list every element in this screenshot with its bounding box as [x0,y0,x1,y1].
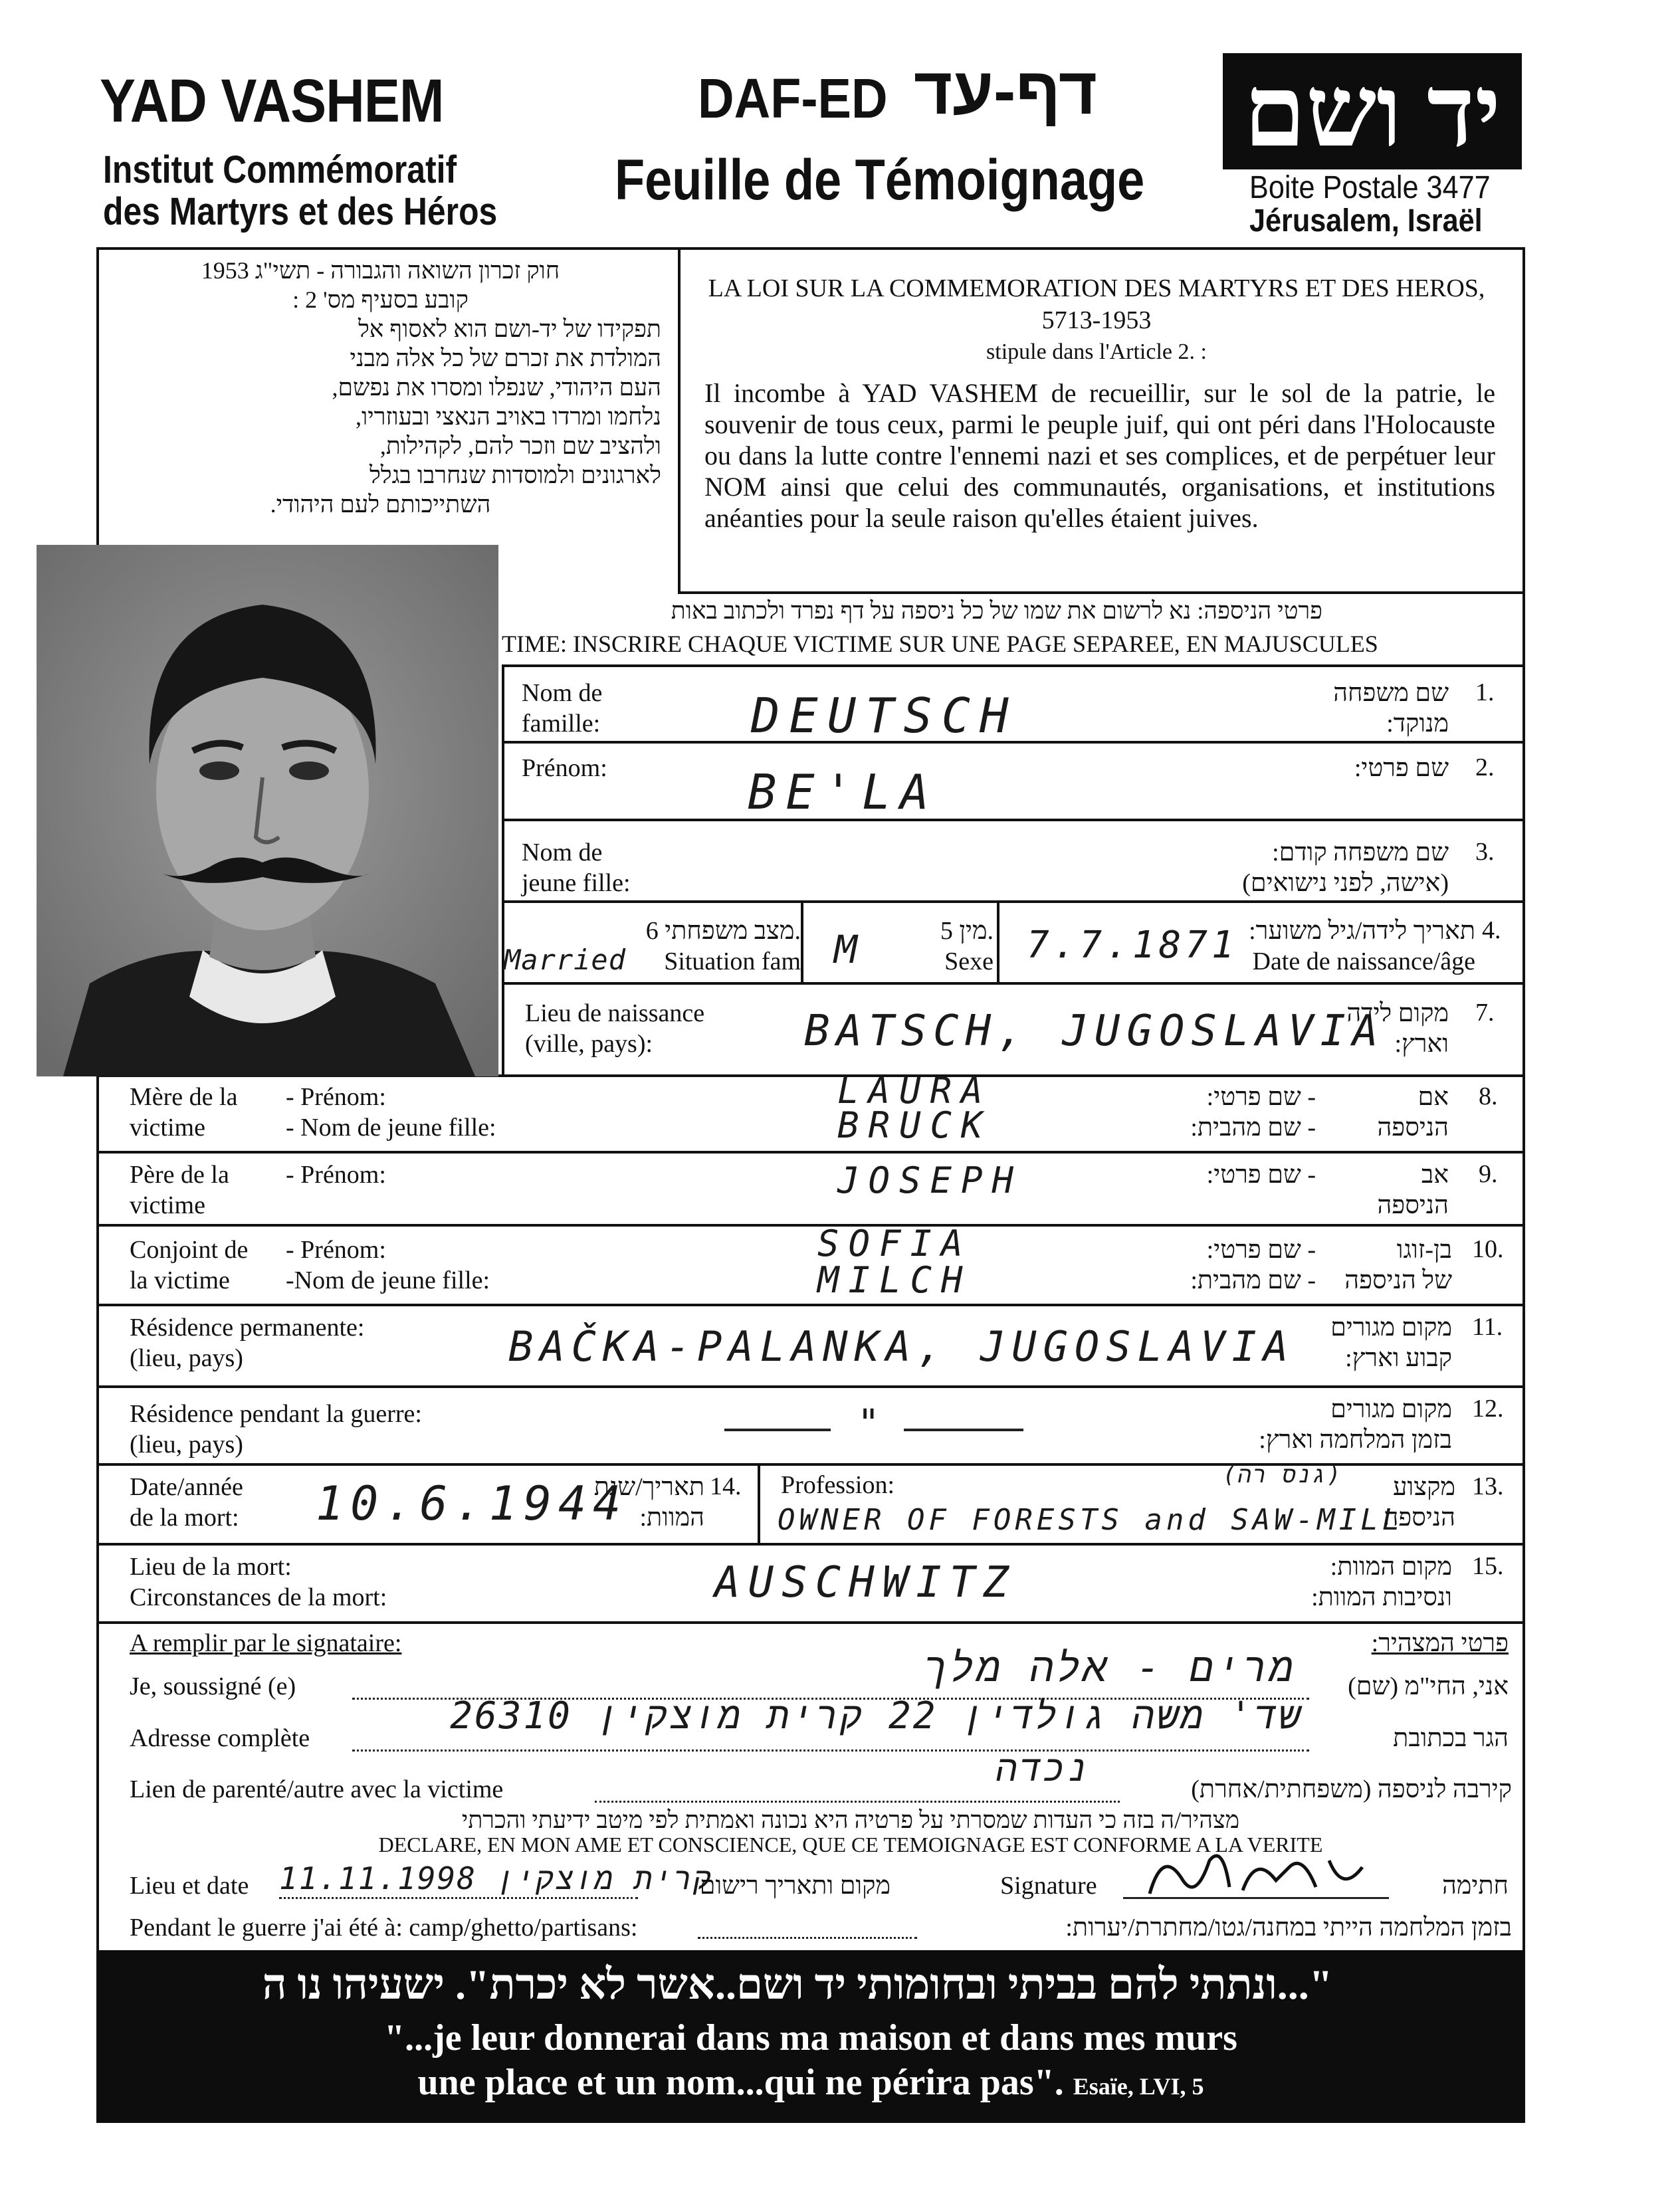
f9-number: 9. [1479,1160,1498,1188]
f14-number: 14. [710,1472,742,1500]
instructions-hebrew: פרטי הניספה: נא לרשום את שמו של כל ניספה על דף נפרד ולכתוב באות [671,597,1322,624]
f9-label-he: אב הניספה [1377,1161,1449,1219]
f8-label-fr: Mère de la victime [130,1083,238,1142]
f8-mother-maiden-name-value[interactable]: BRUCK [837,1104,992,1146]
signatory-name-label-he: אני, החי"מ (שם) [1348,1672,1509,1700]
place-date-label-fr: Lieu et date [130,1872,249,1900]
signature-mark [1143,1841,1382,1907]
f1-label-he: שם משפחה מנוקד: [1333,679,1449,738]
f9-label-fr: Père de la victime [130,1161,229,1219]
f10-number: 10. [1472,1235,1504,1263]
logo-hebrew-text: יד ושם [1243,57,1501,167]
f8-label-he: אם הניספה [1377,1083,1449,1142]
banner-reference: Esaïe, LVI, 5 [1073,2073,1204,2100]
f10-spouse-first-name-value[interactable]: SOFIA [817,1223,972,1264]
f12-number: 12. [1472,1395,1504,1423]
signatory-title-fr: A remplir par le signataire: [130,1629,402,1657]
f9-sub-label-fr: - Prénom: [286,1161,386,1189]
signatory-name-value[interactable]: מרים - אלה מלך [923,1645,1296,1691]
f4-number: 4. [1482,916,1501,944]
f11-label-he: מקום מגורים קבוע וארץ: [1330,1314,1452,1372]
relation-label-he: קירבה לניספה (משפחתית/אחרת) [1191,1775,1512,1803]
f8-mother-first-name-value[interactable]: LAURA [837,1070,992,1112]
f7-label-he: מקום לידה וארץ: [1346,999,1449,1058]
signatory-title-he: פרטי המצהיר: [1371,1629,1509,1657]
instructions-french: TIME: INSCRIRE CHAQUE VICTIME SUR UNE PAGE SEPAREE, EN MAJUSCULES [502,631,1378,657]
f9-sub-label-he: - שם פרטי: [1206,1161,1316,1189]
law-french-title: LA LOI SUR LA COMMEMORATION DES MARTYRS ET DES HEROS, 5713-1953 stipule dans l'Article 2. : [708,274,1485,364]
f1-number: 1. [1475,678,1495,706]
f11-permanent-residence-value[interactable]: BAČKA-PALANKA, JUGOSLAVIA [508,1322,1295,1371]
f3-number: 3. [1475,838,1495,866]
declaration-hebrew: מצהיר/ה בזה כי העדות שמסרתי על פרטיה היא נכונה ואמתית לפי מיטב ידיעתי והכרתי [461,1807,1240,1833]
f15-death-place-value[interactable]: AUSCHWITZ [714,1558,1017,1607]
f13-profession-value[interactable]: OWNER OF FORESTS and SAW-MILL [778,1503,1404,1537]
address-label-he: הגר בכתובת [1393,1724,1509,1752]
relation-value[interactable]: נכדה [996,1748,1090,1789]
f1-family-name-value[interactable]: DEUTSCH [751,688,1018,744]
banner-quote-french-line2: une place et un nom...qui ne périra pas". Esaïe, LVI, 5 [417,2062,1204,2103]
institute-line-1: Institut Commémoratif [103,148,457,191]
banner-quote-french-line1: "...je leur donnerai dans ma maison et dans mes murs [384,2017,1237,2058]
f1-label-fr: Nom de famille: [522,679,603,738]
f12-dash-right [904,1429,1023,1431]
law-hebrew-text: חוק זכרון השואה והגבורה - תשי"ג 1953 קובע בסעיף מס' 2 : תפקידו של יד-ושם הוא לאסוף אל המולדת את זכרם של כל אלה מבני העם היהודי, שנפלו ומסרו את נפשם, נלחמו ומרדו באויב הנאצי ובעוזריו, ולהציב שם וזכר להם, לקהילות, לארגונים ולמוסדות שנחרבו בגלל השתייכותם לעם היהודי. [201,257,661,518]
form-code: DAF-ED [698,67,888,130]
f13-number: 13. [1472,1472,1504,1500]
f8-sub-labels-he: - שם פרטי: - שם מהבית: [1190,1083,1316,1142]
institute-line-2: des Martyrs et des Héros [103,190,498,233]
f4-label: תאריך לידה/גיל משוער: Date de naissance/âge [1249,917,1475,975]
po-box: Boite Postale 3477 [1249,170,1491,205]
f5-label: מין 5. Sexe [940,917,994,975]
f14-label-fr: Date/année de la mort: [130,1473,243,1532]
address-value[interactable]: שד' משה גולדין 22 קרית מוצקין 26310 [450,1694,1303,1738]
law-french-body: Il incombe à YAD VASHEM de recueillir, sur le sol de la patrie, le souvenir de tous ceux, parmi le peuple juif, qui ont péri dans l'Holocauste ou dans la lutte contre l'ennemi nazi et ses complices, et de perpétuer leur NOM ainsi que celui des communautés, organisations, et institutions anéanties pour la seule raison qu'elles étaient juives. [704,378,1495,533]
f10-label-fr: Conjoint de la victime [130,1236,249,1294]
f12-dash-left [724,1429,831,1431]
banner-quote-hebrew: "...ונתתי להם בביתי ובחומותי יד ושם..אשר לא יכרת". ישעיהו נו ה [262,1961,1333,2008]
f7-number: 7. [1475,999,1495,1027]
f11-label-fr: Résidence permanente: (lieu, pays) [130,1314,365,1372]
f6-label: מצב משפחתי 6. Situation fam [645,917,801,975]
victim-photo [37,545,498,1076]
f15-label-fr: Lieu de la mort: Circonstances de la mort: [130,1553,387,1611]
wartime-location-label-he: בזמן המלחמה הייתי במחנה/גטו/מחתרת/יערות: [1065,1914,1512,1942]
org-name: YAD VASHEM [100,67,444,135]
f13-profession-note: (גנס רה) [1223,1462,1342,1488]
f14-label-he: תאריך/שנת המוות: [593,1473,704,1532]
place-date-value[interactable]: 11.11.1998 קרית מוצקין [279,1860,713,1896]
f7-label-fr: Lieu de naissance (ville, pays): [525,999,705,1058]
f3-label-fr: Nom de jeune fille: [522,839,631,897]
f8-sub-labels-fr: - Prénom: - Nom de jeune fille: [286,1083,496,1142]
f12-label-he: מקום מגורים בזמן המלחמה וארץ: [1259,1395,1452,1454]
wartime-location-label-fr: Pendant le guerre j'ai été à: camp/ghetto/partisans: [130,1914,638,1942]
f3-label-he: שם משפחה קודם: (אישה, לפני נישואים) [1242,839,1449,897]
f10-sub-labels-fr: - Prénom: -Nom de jeune fille: [286,1236,490,1294]
f13-label-fr: Profession: [781,1471,894,1499]
signature-label-fr: Signature [1000,1872,1097,1900]
f10-sub-labels-he: - שם פרטי: - שם מהבית: [1190,1236,1316,1294]
form-title: Feuille de Témoignage [615,148,1145,212]
address-label-fr: Adresse complète [130,1724,310,1752]
f12-wartime-residence-value[interactable]: " [857,1402,889,1445]
form-code-hebrew: דף-עד [914,54,1098,128]
f15-label-he: מקום המוות: ונסיבות המוות: [1311,1553,1452,1611]
f12-label-fr: Résidence pendant la guerre: (lieu, pays) [130,1400,422,1458]
f6-marital-status-value[interactable]: Married [504,944,627,976]
f11-number: 11. [1472,1313,1503,1341]
place-date-label-he: מקום ותאריך רישום [699,1872,891,1900]
f7-birthplace-value[interactable]: BATSCH, JUGOSLAVIA [804,1007,1385,1056]
f2-first-name-value[interactable]: BE'LA [748,764,938,820]
f9-father-first-name-value[interactable]: JOSEPH [837,1159,1023,1201]
f2-label-fr: Prénom: [522,754,607,782]
signature-label-he: חתימה [1441,1872,1509,1900]
f5-sex-value[interactable]: M [834,927,867,972]
signatory-name-label-fr: Je, soussigné (e) [130,1672,296,1700]
f2-label-he: שם פרטי: [1354,754,1449,782]
f13-label-he: מקצוע הניספה [1384,1473,1455,1532]
f8-number: 8. [1479,1082,1498,1110]
f10-spouse-maiden-name-value[interactable]: MILCH [817,1259,972,1301]
relation-label-fr: Lien de parenté/autre avec la victime [130,1775,504,1803]
declaration-french: DECLARE, EN MON AME ET CONSCIENCE, QUE CE TEMOIGNAGE EST CONFORME A LA VERITE [378,1833,1323,1856]
f14-death-date-value[interactable]: 10.6.1944 [316,1476,628,1531]
f15-number: 15. [1472,1552,1504,1580]
f10-label-he: בן-זוגו של הניספה [1344,1236,1452,1294]
f2-number: 2. [1475,753,1495,781]
f4-birth-date-value[interactable]: 7.7.1871 [1027,924,1238,967]
address-city: Jérusalem, Israël [1249,203,1483,239]
